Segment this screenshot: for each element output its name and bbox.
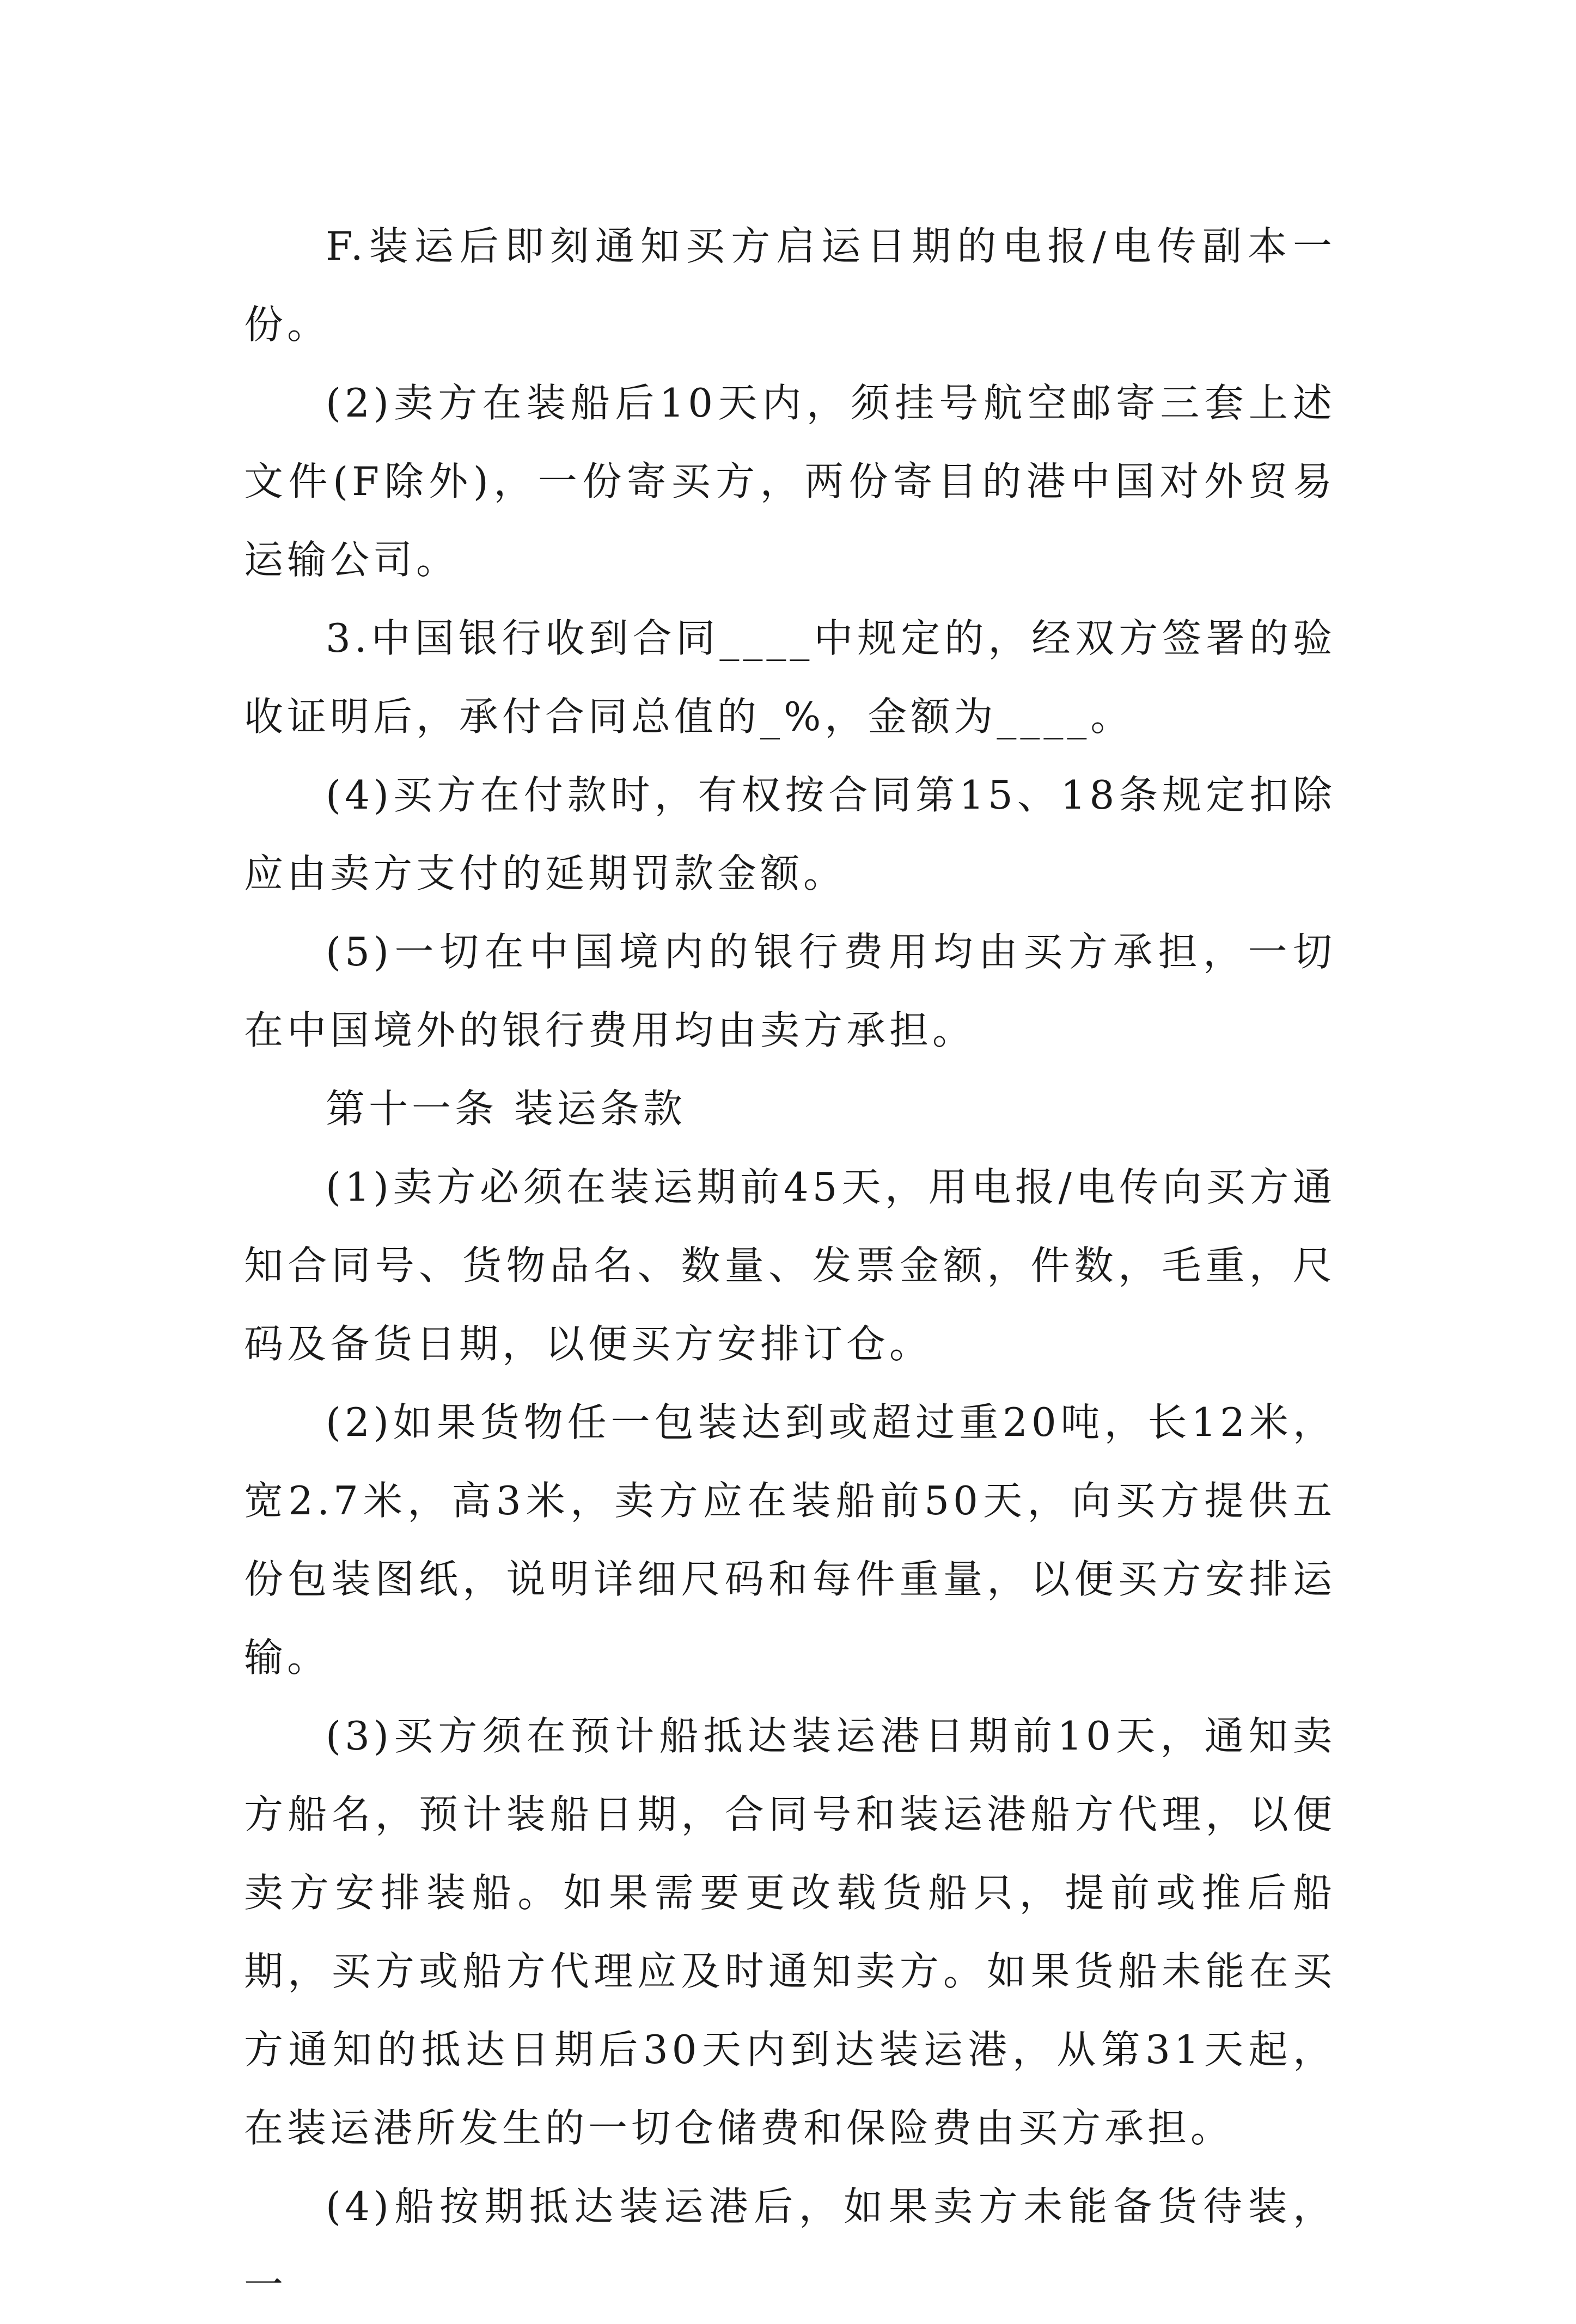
paragraph-shipment-advice: (1)卖方必须在装运期前45天，用电报/电传向买方通知合同号、货物品名、数量、发票金额，件数，毛重，尺码及备货日期，以便买方安排订仓。 <box>244 1164 1336 1367</box>
paragraph-bank-acceptance-payment: 3.中国银行收到合同____中规定的，经双方签署的验收证明后，承付合同总值的_%，金额为____。 <box>244 615 1336 739</box>
paragraph-vessel-arrival: (4)船按期抵达装运港后，如果卖方未能备货待装，一 <box>244 2184 1336 2308</box>
paragraph-airmail-documents: (2)卖方在装船后10天内，须挂号航空邮寄三套上述文件(F除外)，一份寄买方，两份寄目的港中国对外贸易运输公司。 <box>244 380 1336 583</box>
section-heading-article-11: 第十一条 装运条款 <box>326 1086 686 1132</box>
document-body <box>244 207 1336 2324</box>
paragraph-vessel-notice: (3)买方须在预计船抵达装运港日期前10天，通知卖方船名，预计装船日期，合同号和装运港船方代理，以便卖方安排装船。如果需要更改载货船只，提前或推后船期，买方或船方代理应及时通知卖方。如果货船未能在买方通知的抵达日期后30天内到达装运港，从第31天起，在装运港所发生的一切仓储费和保险费由买方承担。 <box>244 1713 1336 2151</box>
paragraph-bank-charges: (5)一切在中国境内的银行费用均由买方承担，一切在中国境外的银行费用均由卖方承担。 <box>244 929 1336 1053</box>
paragraph-oversize-packing: (2)如果货物任一包装达到或超过重20吨，长12米，宽2.7米，高3米，卖方应在装船前50天，向买方提供五份包装图纸，说明详细尺码和每件重量，以便买方安排运输。 <box>244 1399 1336 1680</box>
paragraph-shipping-notice: F.装运后即刻通知买方启运日期的电报/电传副本一份。 <box>244 223 1336 347</box>
paragraph-penalty-deduction: (4)买方在付款时，有权按合同第15、18条规定扣除应由卖方支付的延期罚款金额。 <box>244 772 1336 896</box>
